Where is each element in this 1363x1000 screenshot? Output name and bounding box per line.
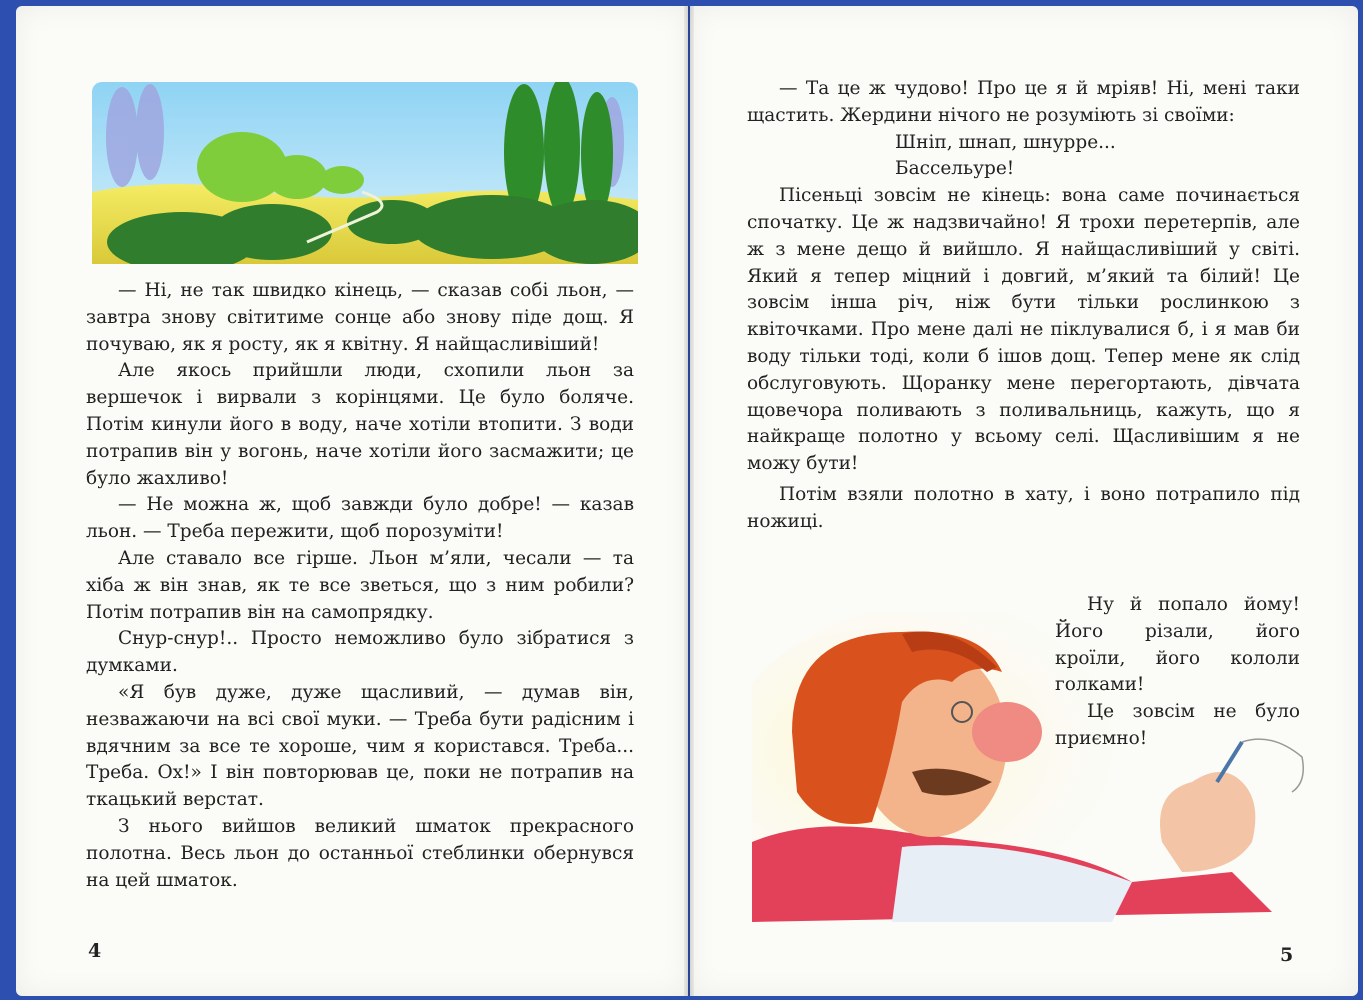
paragraph: Але якось прийшли люди, схопили льон за вершечок і вирвали з корінцями. Це було боляче. Потім кинули його в воду, наче хотіли втопити. З води потрапив він у вогонь, наче хотіли його засмажити; це було жахливо! (86, 360, 634, 489)
paragraph: Ну й попало йому! Його різали, його кроїли, його кололи голками! (1055, 594, 1300, 696)
paragraph: — Та це ж чудово! Про це я й мріяв! Ні, мені таки щастить. Жердини нічого не розуміють зі своїми: (747, 78, 1300, 126)
paragraph: — Не можна ж, щоб завжди було добре! — казав льон. — Треба пережити, щоб порозуміти! (86, 494, 634, 543)
page-number-right: 5 (1280, 944, 1294, 966)
left-page-text (86, 278, 634, 894)
paragraph: Це зовсім не було приємно! (1055, 701, 1300, 749)
paragraph: Снур-снур!.. Просто неможливо було зібратися з думками. (86, 628, 634, 677)
paragraph: Потім взяли полотно в хату, і воно потрапило під ножиці. (747, 483, 1300, 532)
paragraph: З нього вийшов великий шматок прекрасного полотна. Весь льон до останньої стеблинки обернувся на цей шматок. (86, 815, 634, 891)
book-gutter (684, 6, 694, 996)
verse-line: Шніп, шнап, шнурре... (895, 131, 1116, 153)
right-page-side-text (1055, 592, 1300, 753)
paragraph: «Я був дуже, дуже щасливий, — думав він, незважаючи на всі свої муки. — Треба бути радісним і вдячним за все те хороше, чим я користався. Треба... Треба. Ох!» І він повторював це, поки не потрапив на ткацький верстат. (86, 681, 634, 811)
landscape-illustration (92, 82, 638, 264)
right-page-text (747, 76, 1300, 536)
paragraph: — Ні, не так швидко кінець, — сказав собі льон, — завтра знову світитиме сонце або знову піде дощ. Я почуваю, як я росту, як я квітну. Я найщасливіший! (86, 280, 634, 355)
verse-line: Бассельуре! (895, 158, 1015, 180)
paragraph: Пісеньці зовсім не кінець: вона саме починається спочатку. Це ж надзвичайно! Я трохи перетерпів, але ж з мене дещо й вийшло. Я найщасливіший у світі. Який я тепер міцний і довгий, м’який та білий! Це зовсім інша річ, ніж бути тільки рослинкою з квіточками. Про мене далі не піклувалися б, і я мав би воду тільки тоді, коли б ішов дощ. Тепер мене як слід обслуговують. Щоранку мене перегортають, дівчата щовечора поливають з поливальниць, кажуть, що я найкраще полотно у всьому селі. Щасливішим я не можу бути! (747, 185, 1300, 475)
page-number-left: 4 (88, 940, 102, 962)
paragraph: Але ставало все гірше. Льон м’яли, чесали — та хіба ж він знав, як те все зветься, що з ним робили? Потім потрапив він на самопрядку. (86, 547, 634, 623)
